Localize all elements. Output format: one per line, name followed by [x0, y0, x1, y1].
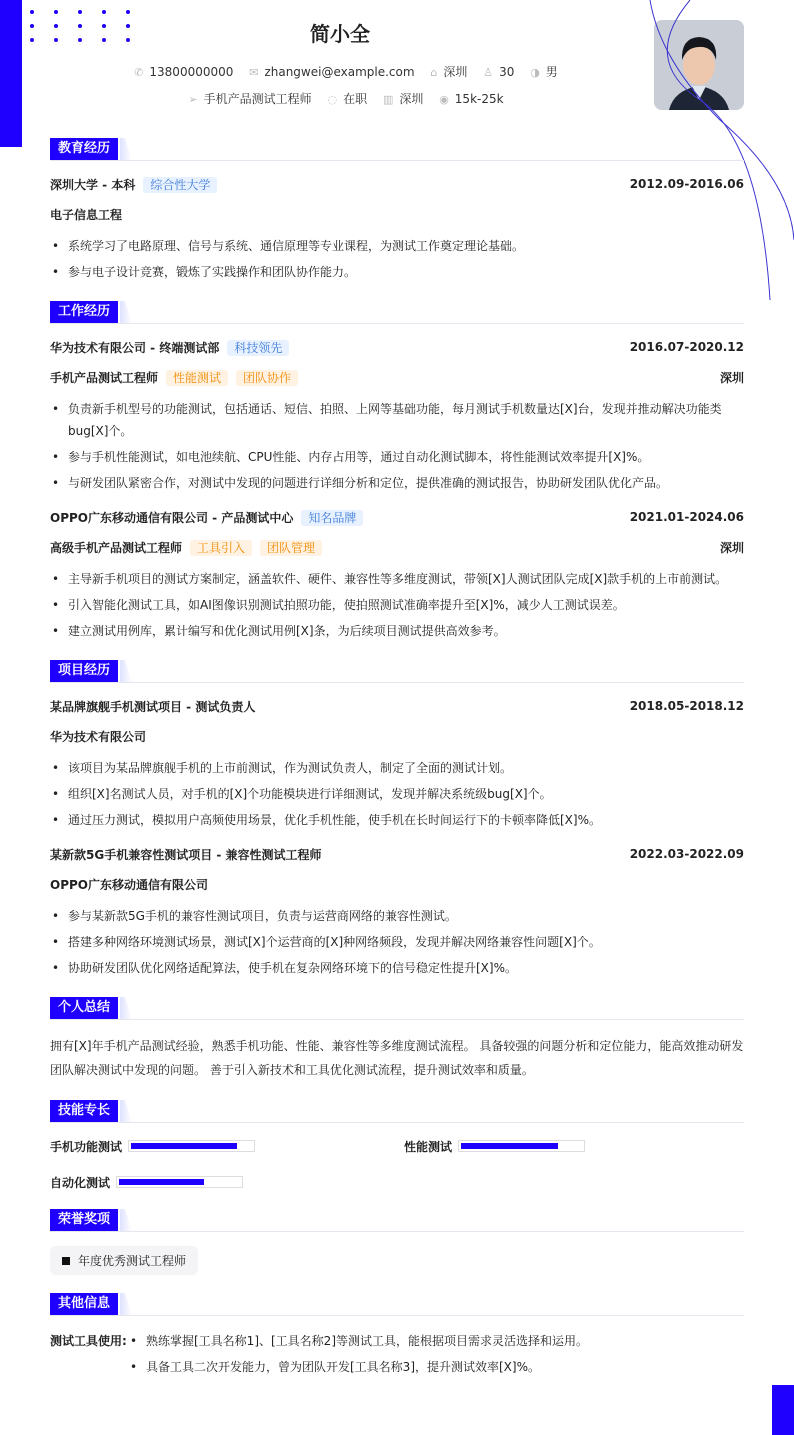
- position: 手机产品测试工程师: [203, 92, 312, 106]
- company-tag: 知名品牌: [301, 510, 363, 526]
- list-item: • 通过压力测试，模拟用户高频使用场景，优化手机性能，使手机在长时间运行下的卡顿率降低[X]%。: [50, 809, 744, 831]
- summary-section: [50, 997, 744, 1082]
- list-item: • 协助研发团队优化网络适配算法，使手机在复杂网络环境下的信号稳定性提升[X]%。: [50, 957, 744, 979]
- section-title: 项目经历: [50, 660, 118, 682]
- gender: 男: [545, 65, 558, 79]
- skill-bar: [458, 1140, 585, 1152]
- list-item: • 参与某新款5G手机的兼容性测试项目，负责与运营商网络的兼容性测试。: [50, 905, 744, 927]
- job-entry: [50, 338, 744, 494]
- job-entry: [50, 508, 744, 642]
- skill-bar-fill: [461, 1143, 558, 1149]
- city: 深圳: [719, 540, 744, 555]
- section-title: 技能专长: [50, 1100, 118, 1122]
- date: 2018.05-2018.12: [629, 699, 744, 713]
- phone-icon: ✆: [134, 66, 144, 79]
- section-title: 工作经历: [50, 301, 118, 323]
- status: 在职: [343, 92, 368, 106]
- role: 手机产品测试工程师: [50, 370, 159, 385]
- square-bullet-icon: [62, 1257, 70, 1265]
- project-name: 某品牌旗舰手机测试项目 - 测试负责人: [50, 699, 256, 714]
- section-title: 个人总结: [50, 997, 118, 1019]
- project-entry: [50, 697, 744, 831]
- list-item: • 熟练掌握[工具名称1]、[工具名称2]等测试工具，能根据项目需求灵活选择和运用。: [128, 1330, 588, 1352]
- list-item: • 参与手机性能测试，如电池续航、CPU性能、内存占用等，通过自动化测试脚本，将性能测试效率提升[X]%。: [50, 446, 744, 468]
- salary-icon: ◉: [439, 93, 449, 106]
- list-item: • 引入智能化测试工具，如AI图像识别测试拍照功能，使拍照测试准确率提升至[X]%，减少人工测试误差。: [50, 594, 744, 616]
- projects-section: [50, 660, 744, 979]
- date: 2016.07-2020.12: [629, 340, 744, 354]
- status-icon: ◌: [327, 93, 338, 106]
- age-icon: ♙: [483, 66, 494, 79]
- home-icon: ⌂: [430, 66, 438, 79]
- building-icon: ▥: [382, 93, 394, 106]
- company-tag: 科技领先: [227, 340, 289, 356]
- job-intent-row: [0, 90, 680, 107]
- skill-item: [50, 1173, 404, 1191]
- email: zhangwei@example.com: [264, 65, 415, 79]
- project-name: 某新款5G手机兼容性测试项目 - 兼容性测试工程师: [50, 847, 322, 862]
- school-tag: 综合性大学: [143, 177, 217, 193]
- date: 2012.09-2016.06: [629, 177, 744, 191]
- list-item: • 与研发团队紧密合作，对测试中发现的问题进行详细分析和定位，提供准确的测试报告，协助研发团队优化产品。: [50, 472, 744, 494]
- salary: 15k-25k: [454, 92, 504, 106]
- age: 30: [499, 65, 515, 79]
- list-item: • 建立测试用例库，累计编写和优化测试用例[X]条，为后续项目测试提供高效参考。: [50, 620, 744, 642]
- list-item: • 该项目为某品牌旗舰手机的上市前测试，作为测试负责人，制定了全面的测试计划。: [50, 757, 744, 779]
- contact-row: [0, 63, 680, 80]
- date: 2021.01-2024.06: [629, 510, 744, 524]
- send-icon: ➢: [188, 93, 198, 106]
- role-tag: 团队管理: [260, 540, 322, 556]
- award-name: 年度优秀测试工程师: [78, 1254, 187, 1268]
- skill-bar: [116, 1176, 243, 1188]
- phone: 13800000000: [149, 65, 234, 79]
- skill-name: 性能测试: [404, 1139, 453, 1154]
- city: 深圳: [443, 65, 468, 79]
- major: 电子信息工程: [50, 207, 123, 222]
- section-title: 其他信息: [50, 1293, 118, 1315]
- date: 2022.03-2022.09: [629, 847, 744, 861]
- project-entry: [50, 845, 744, 979]
- skill-bar-fill: [119, 1179, 204, 1185]
- skill-name: 手机功能测试: [50, 1139, 123, 1154]
- list-item: • 组织[X]名测试人员，对手机的[X]个功能模块进行详细测试，发现并解决系统级bug[X]个。: [50, 783, 744, 805]
- role: 高级手机产品测试工程师: [50, 540, 183, 555]
- company: 华为技术有限公司 - 终端测试部: [50, 340, 220, 355]
- company: OPPO广东移动通信有限公司: [50, 877, 208, 892]
- company: 华为技术有限公司: [50, 729, 147, 744]
- list-item: • 负责新手机型号的功能测试，包括通话、短信、拍照、上网等基础功能，每月测试手机数量达[X]台，发现并推动解决功能类bug[X]个。: [50, 398, 744, 442]
- list-item: • 参与电子设计竞赛，锻炼了实践操作和团队协作能力。: [50, 261, 744, 283]
- skill-item: [404, 1137, 744, 1155]
- summary-text: 拥有[X]年手机产品测试经验，熟悉手机功能、性能、兼容性等多维度测试流程。 具备较强的问题分析和定位能力，能高效推动研发团队解决测试中发现的问题。 善于引入新技术和工具优化测试流程，提升测试效率和质量。: [50, 1039, 744, 1077]
- work-section: [50, 301, 744, 642]
- list-item: • 系统学习了电路原理、信号与系统、通信原理等专业课程，为测试工作奠定理论基础。: [50, 235, 744, 257]
- target-city: 深圳: [399, 92, 424, 106]
- list-item: • 主导新手机项目的测试方案制定，涵盖软件、硬件、兼容性等多维度测试，带领[X]人测试团队完成[X]款手机的上市前测试。: [50, 568, 744, 590]
- decor-right-bar: [772, 1385, 794, 1435]
- list-item: • 搭建多种网络环境测试场景，测试[X]个运营商的[X]种网络频段，发现并解决网络兼容性问题[X]个。: [50, 931, 744, 953]
- list-item: • 具备工具二次开发能力，曾为团队开发[工具名称3]，提升测试效率[X]%。: [128, 1356, 588, 1378]
- gender-icon: ◑: [530, 66, 540, 79]
- award-item: [50, 1246, 198, 1275]
- skill-name: 自动化测试: [50, 1175, 111, 1190]
- company: OPPO广东移动通信有限公司 - 产品测试中心: [50, 510, 294, 525]
- email-icon: ✉: [249, 66, 259, 79]
- candidate-name: 简小全: [310, 22, 370, 46]
- skill-item: [50, 1137, 404, 1155]
- skills-section: [50, 1100, 744, 1191]
- education-section: [50, 138, 744, 283]
- section-title: 荣誉奖项: [50, 1209, 118, 1231]
- school: 深圳大学 - 本科: [50, 177, 136, 192]
- skill-bar-fill: [131, 1143, 237, 1149]
- role-tag: 团队协作: [236, 370, 298, 386]
- other-section: [50, 1293, 744, 1396]
- city: 深圳: [719, 370, 744, 385]
- awards-section: [50, 1209, 744, 1275]
- role-tag: 工具引入: [190, 540, 252, 556]
- section-title: 教育经历: [50, 138, 118, 160]
- role-tag: 性能测试: [166, 370, 228, 386]
- skill-bar: [128, 1140, 255, 1152]
- other-key: 测试工具使用:: [50, 1334, 127, 1348]
